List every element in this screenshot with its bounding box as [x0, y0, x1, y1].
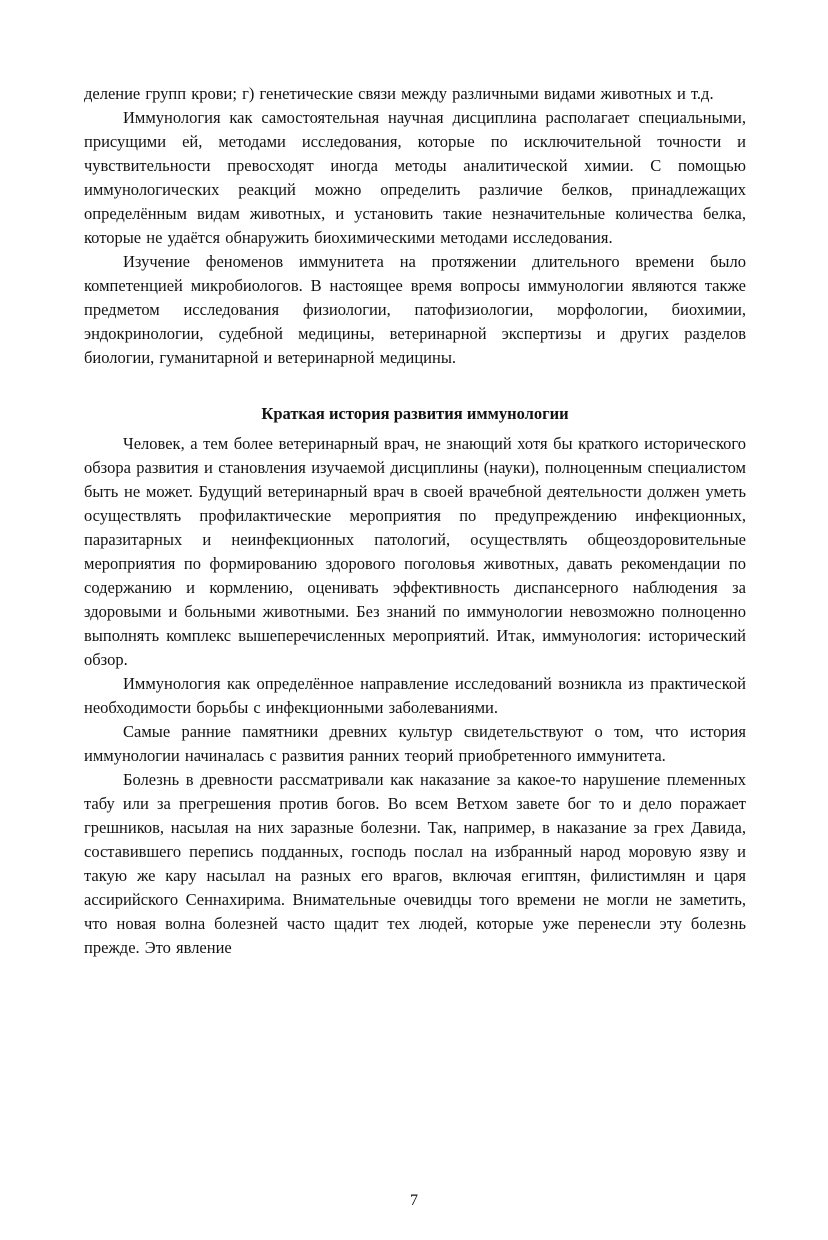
- paragraph: Иммунология как самостоятельная научная дисциплина располагает специальными, присущими ей, методами исследования, которые по исключительной точности и чувствительности превосходят иногда методы аналитической химии. С помощью иммунологических реакций можно определить различие белков, принадлежащих определённым видам животных, и установить такие незначительные количества белка, которые не удаётся обнаружить биохимическими методами исследования.: [84, 108, 746, 247]
- paragraph: деление групп крови; г) генетические связи между различными видами животных и т.д.: [84, 84, 714, 103]
- paragraph: Человек, а тем более ветеринарный врач, не знающий хотя бы краткого исторического обзора развития и становления изучаемой дисциплины (науки), полноценным специалистом быть не может. Будущий ветеринарный врач в своей врачебной деятельности должен уметь осуществлять профилактические мероприятия по предупреждению инфекционных, паразитарных и неинфекционных патологий, осуществлять общеоздоровительные мероприятия по формированию здорового поголовья животных, давать рекомендации по содержанию и кормлению, оценивать эффективность диспансерного наблюдения за здоровыми и больными животными. Без знаний по иммунологии невозможно полноценно выполнять комплекс вышеперечисленных мероприятий. Итак, иммунология: исторический обзор.: [84, 434, 746, 669]
- paragraph: Самые ранние памятники древних культур свидетельствуют о том, что история иммунологии начиналась с развития ранних теорий приобретенного иммунитета.: [84, 722, 746, 765]
- page-number: 7: [410, 1192, 418, 1209]
- paragraph: Болезнь в древности рассматривали как наказание за какое-то нарушение племенных табу или за прегрешения против богов. Во всем Ветхом завете бог то и дело поражает грешников, насылая на них заразные болезни. Так, например, в наказание за грех Давида, составившего перепись подданных, господь послал на избранный народ моровую язву и такую же кару насылал на разных его врагов, включая египтян, филистимлян и царя ассирийского Сеннахирима. Внимательные очевидцы того времени не могли не заметить, что новая волна болезней часто щадит тех людей, которые уже перенесли эту болезнь прежде. Это явление: [84, 770, 746, 957]
- paragraph: Изучение феноменов иммунитета на протяжении длительного времени было компетенцией микробиологов. В настоящее время вопросы иммунологии являются также предметом исследования физиологии, патофизиологии, морфологии, биохимии, эндокринологии, судебной медицины, ветеринарной экспертизы и других разделов биологии, гуманитарной и ветеринарной медицины.: [84, 252, 746, 367]
- page-body: [84, 82, 746, 960]
- paragraph: Иммунология как определённое направление исследований возникла из практической необходимости борьбы с инфекционными заболеваниями.: [84, 674, 746, 717]
- section-heading: Краткая история развития иммунологии: [261, 404, 569, 423]
